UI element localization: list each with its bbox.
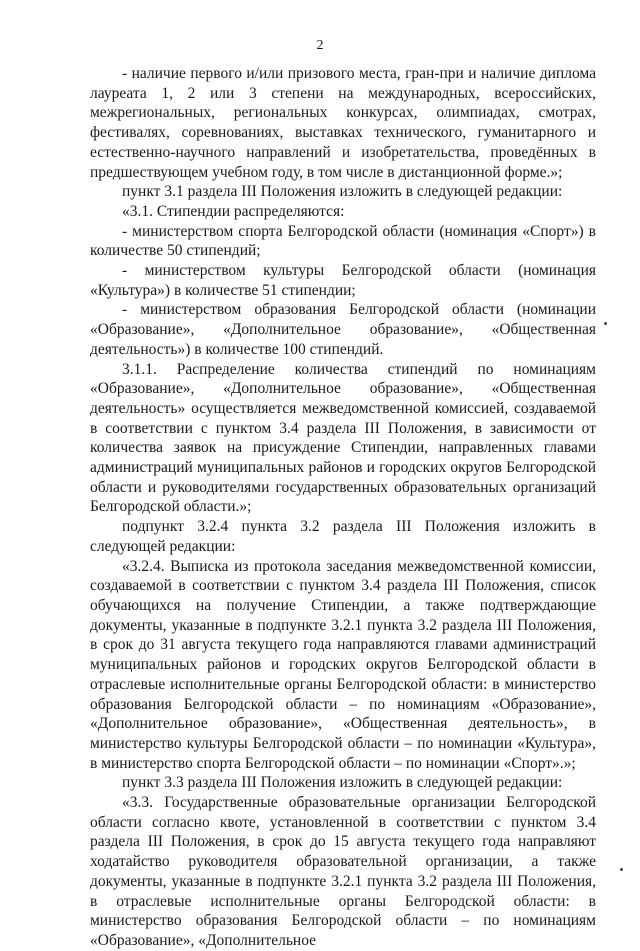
paragraph-instruction-3-3: пункт 3.3 раздела III Положения изложить в следующей редакции:: [122, 774, 563, 792]
paragraph-3-2-4: «3.2.4. Выписка из протокола заседания межведомственной комиссии, создаваемой в соответствии с пунктом 3.4 раздела III Положения, список обучающихся на получение Стипендии, а также подтверждающие документы, указанные в подпункте 3.2.1 пункта 3.2 раздела III Положения, в срок до 31 августа текущего года направляются главами администраций муниципальных районов и городских округов Белгородской области в отраслевые исполнительные органы Белгородской области: в министерство образования Белгородской области – по номинациям «Образование», «Дополнительное образование», «Общественная деятельность», в министерство культуры Белгородской области – по номинации «Культура», в министерство спорта Белгородской области – по номинации «Спорт».»;: [90, 557, 596, 772]
paragraph-criteria: - наличие первого и/или призового места, гран-при и наличие диплома лауреата 1, 2 или 3 степени на международных, всероссийских, межрегиональных, региональных конкурсах, олимпиадах, смотрах, фестивалях, соревнованиях, выставках технического, гуманитарного и естественно-научного направлений и изобретательства, проведённых в предшествующем учебном году, в том числе в дистанционной форме.»;: [90, 65, 596, 181]
paragraph-culture: - министерством культуры Белгородской области (номинация «Культура») в количестве 51 стипендии;: [90, 262, 596, 299]
document-body: [90, 64, 596, 951]
paragraph-3-1-heading: «3.1. Стипендии распределяются:: [122, 202, 345, 220]
paragraph-instruction-3-1: пункт 3.1 раздела III Положения изложить в следующей редакции:: [122, 183, 563, 201]
paragraph-sport: - министерством спорта Белгородской области (номинация «Спорт») в количестве 50 стипендий;: [90, 222, 596, 260]
scan-speck: [620, 868, 623, 871]
paragraph-instruction-3-2-4: подпункт 3.2.4 пункта 3.2 раздела III Положения изложить в следующей редакции:: [90, 518, 596, 555]
paragraph-education: - министерством образования Белгородской области (номинации «Образование», «Дополнительное образование», «Общественная деятельность») в количестве 100 стипендий.: [90, 301, 596, 358]
scan-speck: [604, 322, 607, 325]
paragraph-3-1-1: 3.1.1. Распределение количества стипендий по номинациям «Образование», «Дополнительное образование», «Общественная деятельность» осуществляется межведомственной комиссией, создаваемой в соответствии с пунктом 3.4 раздела III Положения, в зависимости от количества заявок на присуждение Стипендии, направленных главами администраций муниципальных районов и городских округов Белгородской области и руководителями государственных образовательных организаций Белгородской области.»;: [90, 360, 596, 516]
page-number: 2: [316, 38, 324, 53]
paragraph-3-3: «3.3. Государственные образовательные организации Белгородской области согласно квоте, установленной в соответствии с пунктом 3.4 раздела III Положения, в срок до 15 августа текущего года направляют ходатайство руководителя образовательной организации, а также документы, указанные в подпункте 3.2.1 пункта 3.2 раздела III Положения, в отраслевые исполнительные органы Белгородской области: в министерство образования Белгородской области – по номинациям «Образование», «Дополнительное: [90, 794, 596, 949]
